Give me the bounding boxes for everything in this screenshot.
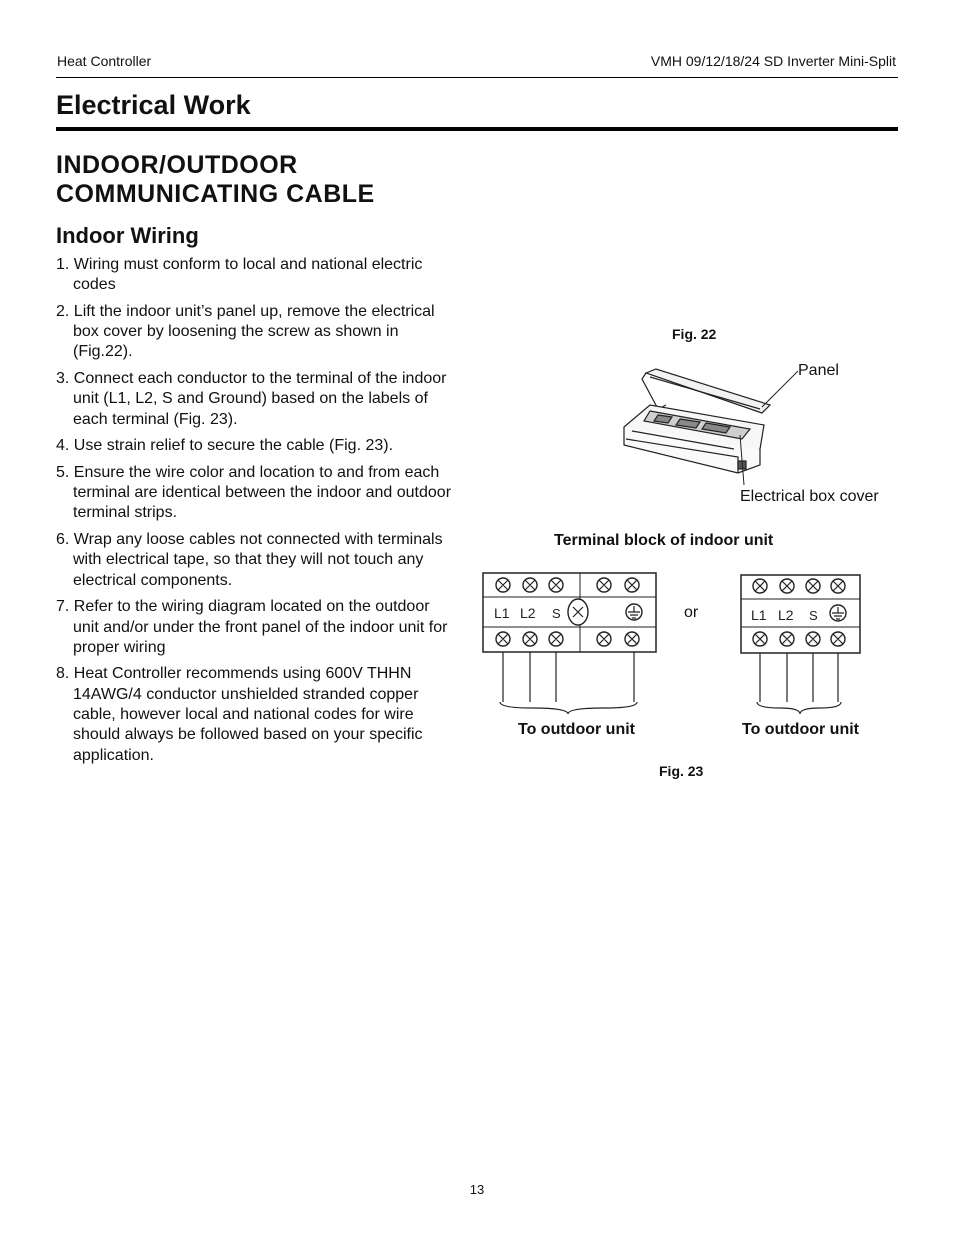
fig22-caption: Fig. 22 [672, 326, 717, 342]
box-cover-label: Electrical box cover [740, 488, 879, 505]
list-item: 3. Connect each conductor to the terminal of the indoor unit (L1, L2, S and Ground) based on the labels of each terminal (Fig. 23). [56, 370, 447, 428]
left-outdoor-label: To outdoor unit [518, 721, 635, 738]
terminal-l2-label: L2 [520, 605, 536, 621]
list-item: 7. Refer to the wiring diagram located on the outdoor unit and/or under the front panel of the indoor unit for proper wiring [56, 598, 448, 656]
list-item: 1. Wiring must conform to local and national electric codes [56, 256, 423, 294]
or-label: or [684, 604, 699, 621]
subsection-title: INDOOR/OUTDOOR COMMUNICATING CABLE [56, 151, 375, 208]
header-rule [56, 77, 898, 78]
instruction-list [56, 255, 456, 772]
section-title: Electrical Work [56, 90, 251, 120]
fig23-caption: Fig. 23 [659, 763, 704, 779]
page-number: 13 [469, 1182, 485, 1197]
right-outdoor-label: To outdoor unit [742, 721, 859, 738]
panel-label: Panel [798, 362, 839, 379]
header-left: Heat Controller [57, 53, 152, 69]
list-item: 6. Wrap any loose cables not connected with terminals with electrical tape, so that they will not touch any electrical components. [56, 531, 443, 589]
terminal-s-label: S [552, 606, 561, 621]
terminal-l1-label: L1 [751, 607, 767, 623]
terminal-l2-label: L2 [778, 607, 794, 623]
section-rule [56, 127, 898, 131]
list-item: 2. Lift the indoor unit’s panel up, remove the electrical box cover by loosening the screw as shown in (Fig.22). [56, 302, 435, 361]
terminal-block-left [482, 572, 658, 712]
header-right: VMH 09/12/18/24 SD Inverter Mini-Split [650, 53, 896, 69]
list-item: 5. Ensure the wire color and location to and from each terminal are identical between the indoor and outdoor terminal strips. [56, 463, 452, 522]
indoor-wiring-heading: Indoor Wiring [56, 223, 199, 248]
indoor-unit-illustration [610, 365, 810, 480]
terminal-block-title: Terminal block of indoor unit [554, 532, 774, 549]
list-item: 8. Heat Controller recommends using 600V THHN 14AWG/4 conductor unshielded stranded copper cable, however local and national codes for wire should always be followed based on your specific application. [56, 665, 423, 764]
terminal-l1-label: L1 [494, 605, 510, 621]
terminal-s-label: S [809, 608, 818, 623]
list-item: 4. Use strain relief to secure the cable (Fig. 23). [56, 437, 394, 455]
terminal-block-right [740, 574, 864, 714]
